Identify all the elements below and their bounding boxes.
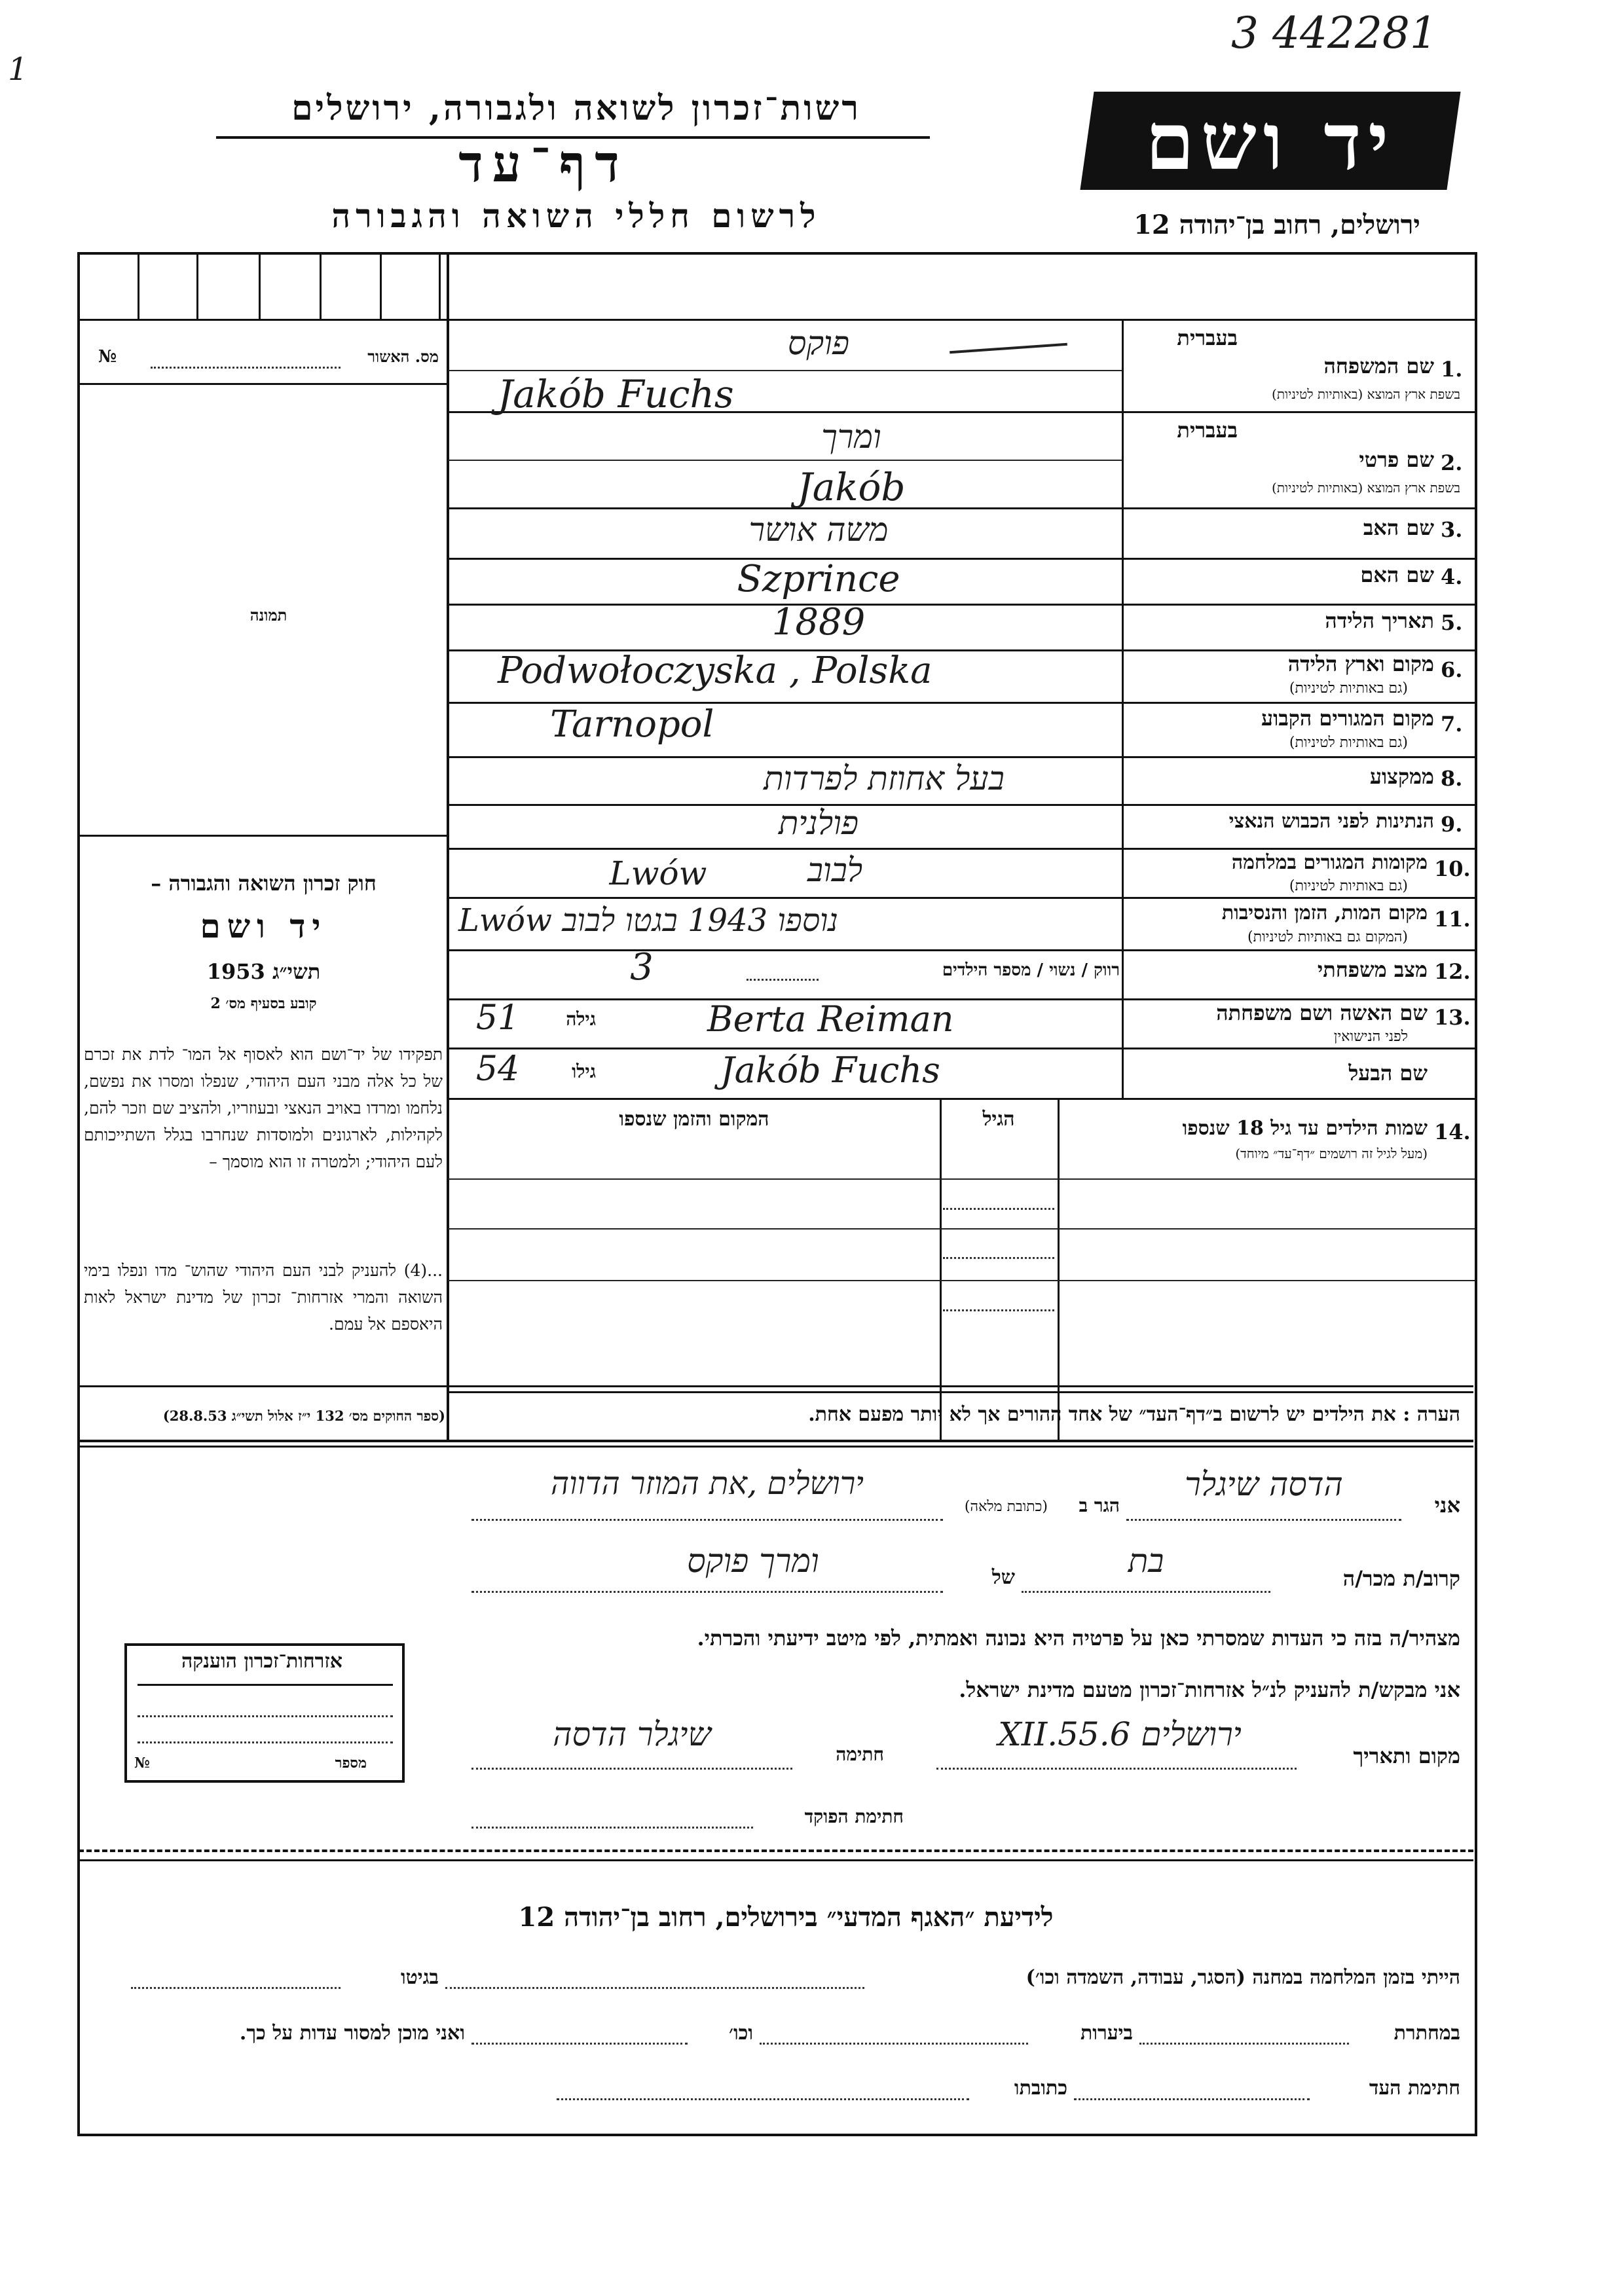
husband-age[interactable]: 54 <box>475 1049 520 1089</box>
footer-witness-signature-label: חתימת העד <box>1369 2077 1460 2100</box>
form-title: דף־עד <box>458 134 629 194</box>
id-row-bottom <box>77 319 1475 321</box>
field-12-children-count[interactable]: 3 <box>630 946 654 989</box>
law-source: (ספר החוקים מס׳ 132 י״ז אלול תשי״ג 28.8.53) <box>162 1408 445 1424</box>
field-8-value[interactable]: בעל אחוזת לפרדות <box>764 759 1005 797</box>
field-2-label: שם פרטי <box>1359 447 1434 472</box>
field-7-label: מקום המגורים הקבוע <box>1261 706 1434 731</box>
declarant-name[interactable]: הדסה שיגלר <box>1185 1465 1343 1503</box>
archive-number: 3 442281 <box>1231 8 1437 58</box>
field-7-num: 7. <box>1441 712 1463 737</box>
children-row[interactable] <box>943 1257 1054 1259</box>
law-clause: קובע בסעיף מס׳ 2 <box>210 995 317 1012</box>
field-8-label: ממקצוע <box>1369 764 1434 789</box>
field-1-num: 1. <box>1441 357 1463 382</box>
footer-witness-signature-field[interactable] <box>1074 2098 1310 2100</box>
citizenship-no-label: № <box>134 1755 150 1772</box>
decl-resident-label: הגר ב <box>1079 1495 1120 1516</box>
decl-statement: מצהיר/ה בזה כי העדות שמסרתי כאן על פרטיה היא נכונה ואמתית, לפי מיטב ידיעתי והכרתי. <box>697 1626 1460 1650</box>
field-11-value[interactable]: Lwów נוספו 1943 בגטו לבוב <box>458 902 839 939</box>
field-2-latin-value[interactable]: Jakób <box>797 465 906 509</box>
field-10-label: מקומות המגורים במלחמה <box>1231 851 1428 874</box>
footer-address-label: כתובתו <box>1014 2077 1067 2100</box>
field-2-note: בשפת ארץ המוצא (באותיות לטיניות) <box>1272 480 1460 496</box>
footer-etc-field[interactable] <box>471 2043 688 2045</box>
law-year: תשי״ג 1953 <box>206 959 321 984</box>
footer-address-field[interactable] <box>557 2098 969 2100</box>
field-10-num: 10. <box>1434 856 1471 881</box>
wife-age-label: גילה <box>566 1008 596 1030</box>
field-13-value[interactable]: Berta Reiman <box>707 998 954 1040</box>
field-6-label: מקום וארץ הלידה <box>1287 651 1434 676</box>
field-7-note: (גם באותיות לטיניות) <box>1289 735 1408 751</box>
field-3-value[interactable]: משה אושר <box>748 511 889 549</box>
field-11-note: (המקום גם באותיות לטיניות) <box>1247 929 1408 945</box>
approval-no-label: № <box>98 347 117 367</box>
field-9-num: 9. <box>1441 812 1463 837</box>
declarant-relation[interactable]: בת <box>1128 1542 1164 1580</box>
field-6-num: 6. <box>1441 657 1463 682</box>
authority-title: רשות־זכרון לשואה ולגבורה, ירושלים <box>291 88 861 128</box>
decl-full-address-label: (כתובת מלאה) <box>964 1499 1048 1515</box>
footer-camp-field[interactable] <box>445 1987 864 1989</box>
field-1-hebrew-value[interactable]: פוקס <box>787 324 850 362</box>
children-row[interactable] <box>943 1309 1054 1311</box>
declarant-address[interactable]: ירושלים ,את המוזר הדווה <box>551 1465 864 1502</box>
footer-camp-label: הייתי בזמן המלחמה במחנה (הסגר, עבודה, השמדה וכו׳) <box>1025 1966 1460 1989</box>
form-subtitle: לרשום חללי השואה והגבורה <box>331 196 821 235</box>
field-1-lang: בעברית <box>1177 325 1238 350</box>
law-text-2: ...(4) להעניק לבני העם היהודי שהוש־ מדו ונפלו בימי השואה והמרי אזרחות־ זכרון של מדינת ישראל לאות היאספם אל עמם. <box>84 1261 443 1334</box>
field-12-options: רווק / נשוי / מספר הילדים <box>942 960 1120 980</box>
field-9-label: הנתינות לפני הכבוש הנאצי <box>1228 810 1434 833</box>
husband-age-label: גילו <box>572 1061 596 1082</box>
children-label: שמות הילדים עד גיל 18 שנספו <box>1182 1117 1428 1140</box>
approval-label: מס. האשור <box>367 347 439 366</box>
field-6-value[interactable]: Podwołoczyska , Polska <box>498 649 932 692</box>
children-place-header: המקום והזמן שנספו <box>619 1108 769 1131</box>
field-5-label: תאריך הלידה <box>1325 608 1434 633</box>
field-5-num: 5. <box>1441 610 1463 635</box>
field-4-label: שם האם <box>1360 562 1434 587</box>
field-3-label: שם האב <box>1363 515 1434 540</box>
field-10-note: (גם באותיות לטיניות) <box>1289 878 1408 894</box>
field-1-latin-value[interactable]: Jakób Fuchs <box>498 372 734 416</box>
citizenship-field[interactable] <box>138 1715 393 1717</box>
children-age-header: הגיל <box>982 1108 1015 1131</box>
field-11-label: מקום המות, הזמן והנסיבות <box>1221 902 1428 924</box>
citizenship-number-label: מספר <box>335 1755 367 1772</box>
footer-forest-field[interactable] <box>760 2043 1028 2045</box>
margin-mark: 1 <box>8 51 28 88</box>
law-name: יד ושם <box>200 907 327 945</box>
institution-address: ירושלים, רחוב בן־יהודה 12 <box>1134 210 1420 240</box>
footer-underground-label: במחתרת <box>1393 2022 1460 2045</box>
field-12-label: מצב משפחתי <box>1317 957 1428 982</box>
decl-signature-label: חתימה <box>836 1743 884 1765</box>
footer-etc-label: וכו׳ <box>729 2022 753 2045</box>
field-13-num: 13. <box>1434 1005 1471 1030</box>
decl-signature[interactable]: שיגלר הדסה <box>553 1715 711 1753</box>
footer-willing-label: ואני מוכן למסור עדות על כך. <box>239 2022 465 2045</box>
field-2-num: 2. <box>1441 450 1463 475</box>
law-title: חוק זכרון השואה והגבורה – <box>151 871 377 896</box>
citizenship-box-title: אזרחות־זכרון הוענקה <box>181 1650 343 1673</box>
decl-request: אני מבקש/ת להעניק לנ״ל אזרחות־זכרון מטעם מדינת ישראל. <box>959 1677 1460 1702</box>
yad-vashem-logo: יד ושם <box>1080 92 1460 190</box>
field-11-num: 11. <box>1434 907 1471 932</box>
citizenship-field[interactable] <box>138 1741 393 1743</box>
field-10-hebrew-value[interactable]: לבוב <box>807 851 863 889</box>
wife-age[interactable]: 51 <box>475 998 520 1038</box>
field-4-value[interactable]: Szprince <box>737 558 900 600</box>
field-13-note: לפני הנישואין <box>1333 1029 1408 1045</box>
field-10-latin-value[interactable]: Lwów <box>609 854 707 892</box>
footer-forest-label: ביערות <box>1080 2022 1133 2045</box>
photo-label: תמונה <box>249 606 287 625</box>
field-2-lang: בעברית <box>1177 418 1238 443</box>
declarant-of-name[interactable]: ומרך פוקס <box>687 1542 819 1580</box>
children-note: (מעל לגיל זה רושמים ״דף־עד״ מיוחד) <box>1235 1146 1428 1161</box>
law-text-1: תפקידו של יד־ושם הוא לאסוף אל המו־ לדת את זכרם של כל אלה מבני העם היהודי, שנפלו ומסרו את נפשם, נלחמו ומרדו באויב הנאצי ובעוזריו, ולהציב שם וזכר להם, לקהילות, לארגונים ולמוסדות שנחרבו בגלל השתייכותם לעם היהודי; ולמטרה זו הוא מוסמך – <box>84 1045 443 1171</box>
field-3-num: 3. <box>1441 517 1463 542</box>
husband-label: שם הבעל <box>1348 1061 1428 1085</box>
footer-ghetto-label: בגיטו <box>400 1966 439 1989</box>
decl-ani-label: אני <box>1434 1493 1460 1518</box>
footer-ghetto-field[interactable] <box>131 1987 341 1989</box>
field-2-hebrew-value[interactable]: ומרך <box>821 418 881 456</box>
field-12-num: 12. <box>1434 959 1471 984</box>
approval-field[interactable] <box>151 367 341 369</box>
label-column-divider <box>1122 319 1124 1098</box>
field-1-note: בשפת ארץ המוצא (באותיות לטיניות) <box>1272 386 1460 402</box>
husband-value[interactable]: Jakób Fuchs <box>720 1049 940 1091</box>
decl-place-date-label: מקום ותאריך <box>1353 1743 1460 1768</box>
decl-of-label: של <box>991 1566 1015 1589</box>
field-7-value[interactable]: Tarnopol <box>550 703 714 746</box>
field-8-num: 8. <box>1441 766 1463 791</box>
field-1-label: שם המשפחה <box>1323 354 1434 378</box>
officer-signature-label: חתימת הפוקד <box>804 1806 904 1827</box>
field-13-label: שם האשה ושם משפחתה <box>1216 1000 1428 1025</box>
decl-relation-label: קרוב/ת מכר/ה <box>1342 1566 1460 1591</box>
footer-title: לידיעת ״האגף המדעי״ בירושלים, רחוב בן־יהודה 12 <box>518 1902 1054 1933</box>
remark-note: הערה : את הילדים יש לרשום ב״דף־העד״ של אחד ההורים אך לא יותר מפעם אחת. <box>808 1403 1460 1426</box>
field-4-num: 4. <box>1441 564 1463 589</box>
decl-place-date[interactable]: ירושלים 6.XII.55 <box>998 1715 1242 1753</box>
children-num: 14. <box>1434 1120 1471 1144</box>
field-5-value[interactable]: 1889 <box>771 601 866 644</box>
field-9-value[interactable]: פולנית <box>778 804 859 842</box>
left-panel-divider <box>447 253 449 1440</box>
footer-underground-field[interactable] <box>1139 2043 1349 2045</box>
field-6-note: (גם באותיות לטיניות) <box>1289 680 1408 697</box>
children-row[interactable] <box>943 1208 1054 1210</box>
